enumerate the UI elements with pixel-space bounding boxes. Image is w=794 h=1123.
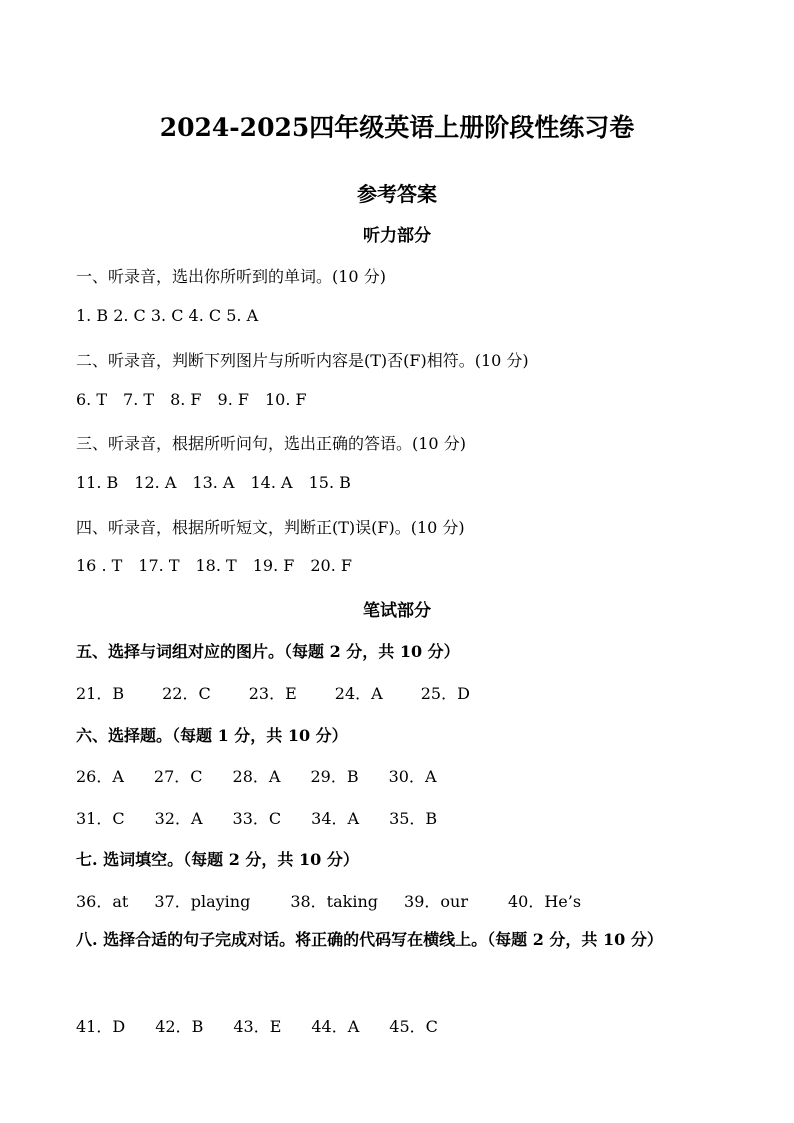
- answer-item: 27．C: [153, 767, 203, 786]
- answer-item: 8. F: [170, 390, 202, 409]
- section-3-answers: [76, 473, 351, 492]
- answer-item: 33．C: [232, 809, 282, 828]
- answer-item: 17. T: [138, 556, 180, 575]
- answer-item: 24．A: [334, 684, 383, 703]
- answer-item: 32．A: [154, 809, 203, 828]
- answer-item: 26．A: [76, 767, 124, 786]
- listening-heading: 听力部分: [363, 226, 431, 246]
- answer-item: 14. A: [250, 473, 293, 492]
- answer-item: 38．taking: [290, 892, 379, 911]
- section-5-answers: [76, 681, 470, 704]
- answer-item: 7. T: [123, 390, 155, 409]
- section-5-title: 五、选择与词组对应的图片。（每题 2 分，共 10 分）: [76, 642, 460, 661]
- answer-item: 40．He’s: [507, 892, 582, 911]
- answer-item: 43．E: [233, 1017, 282, 1036]
- answer-item: 9. F: [217, 390, 249, 409]
- answer-item: 20. F: [310, 556, 352, 575]
- section-1-answers: 1. B 2. C 3. C 4. C 5. A: [76, 306, 259, 325]
- answer-item: 31．C: [76, 809, 125, 828]
- answer-item: 45．C: [389, 1017, 438, 1036]
- document-title: 2024-2025四年级英语上册阶段性练习卷: [159, 113, 635, 142]
- section-2-answers: [76, 390, 307, 409]
- answer-item: 6. T: [76, 390, 108, 409]
- answer-item: 44．A: [311, 1017, 360, 1036]
- answer-item: 11. B: [76, 473, 119, 492]
- answer-item: 16 . T: [76, 556, 123, 575]
- answer-item: 28．A: [232, 767, 281, 786]
- answer-item: 34．A: [311, 809, 360, 828]
- written-heading: 笔试部分: [363, 601, 431, 621]
- answer-item: 19. F: [252, 556, 295, 575]
- section-6-answers-row-1: [76, 764, 437, 787]
- section-2-title: 二、听录音，判断下列图片与所听内容是(T)否(F)相符。(10 分): [76, 351, 529, 370]
- section-1-title: 一、听录音，选出你所听到的单词。(10 分): [76, 267, 386, 286]
- answer-item: 29．B: [310, 767, 359, 786]
- answer-item: 36．at: [76, 892, 129, 911]
- section-3-title: 三、听录音，根据所听问句，选出正确的答语。(10 分): [76, 434, 466, 453]
- answer-item: 23．E: [248, 684, 297, 703]
- section-4-title: 四、听录音，根据所听短文，判断正(T)误(F)。(10 分): [76, 518, 465, 537]
- section-6-answers-row-2: [76, 806, 437, 829]
- answer-item: 42．B: [155, 1017, 204, 1036]
- answer-item: 18. T: [195, 556, 237, 575]
- answer-item: 25．D: [420, 684, 470, 703]
- section-4-answers: [76, 556, 352, 575]
- answer-item: 41．D: [76, 1017, 126, 1036]
- answer-item: 10. F: [264, 390, 307, 409]
- answers-heading: 参考答案: [357, 182, 437, 206]
- answer-item: 35．B: [389, 809, 438, 828]
- answer-item: 37．playing: [154, 892, 251, 911]
- answer-item: 22．C: [162, 684, 211, 703]
- section-7-answers: [76, 889, 581, 912]
- answer-item: 30．A: [388, 767, 437, 786]
- section-8-title: 八. 选择合适的句子完成对话。将正确的代码写在横线上。（每题 2 分，共 10 分）: [76, 930, 663, 949]
- answer-item: 12. A: [134, 473, 177, 492]
- answer-item: 21．B: [76, 684, 125, 703]
- section-8-answers: [76, 1014, 438, 1037]
- section-7-title: 七. 选词填空。（每题 2 分，共 10 分）: [76, 850, 359, 869]
- answer-item: 39．our: [404, 892, 468, 911]
- answer-item: 15. B: [308, 473, 351, 492]
- section-6-title: 六、选择题。（每题 1 分，共 10 分）: [76, 726, 348, 745]
- answer-item: 13. A: [192, 473, 235, 492]
